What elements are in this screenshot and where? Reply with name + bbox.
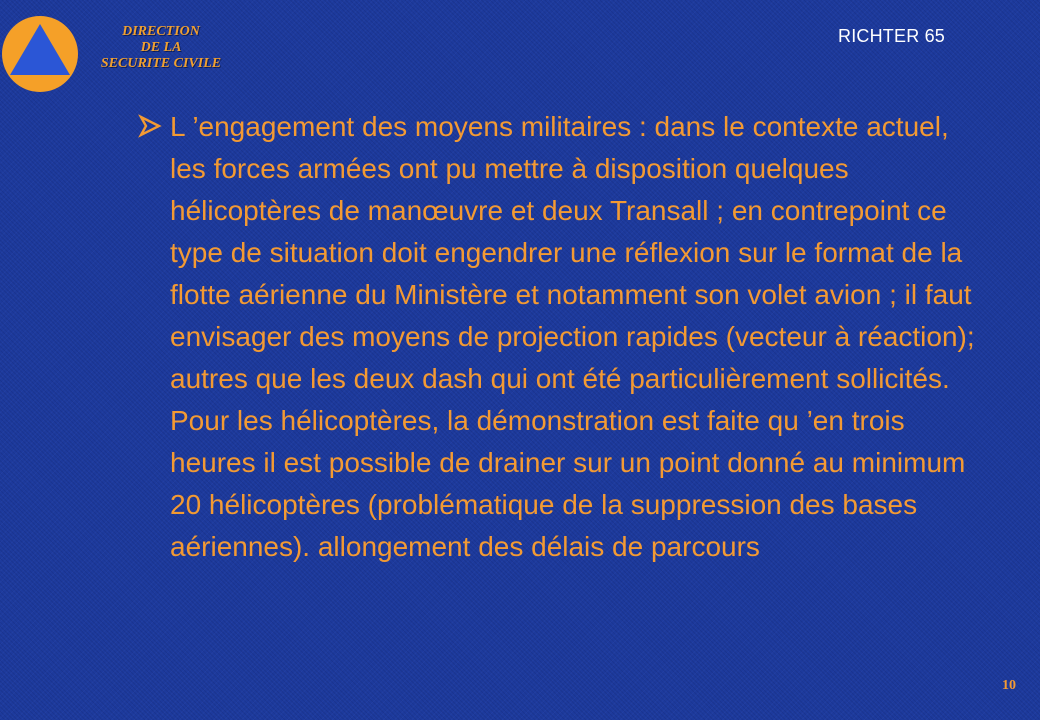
document-reference: RICHTER 65	[838, 26, 946, 46]
organization-line-3: SECURITE CIVILE	[100, 56, 222, 71]
organization-line-1: DIRECTION	[122, 24, 200, 39]
triangle-emblem-icon	[0, 14, 80, 94]
organization-line-2: DE LA	[140, 40, 182, 55]
bullet-text: L ’engagement des moyens militaires : dans le contexte actuel, les forces armées ont pu mettre à disposition quelques hélicoptères de manœuvre et deux Transall ; en contrepoint ce type de situation doit engendrer une réflexion sur le format de la flotte aérienne du Ministère et notamment son volet avion ; il faut envisager des moyens de projection rapides (vecteur à réaction); autres que les deux dash qui ont été particulièrement sollicités. Pour les hélicoptères, la démonstration est faite qu ’en trois heures il est possible de drainer sur un point donné au minimum 20 hélicoptères (problématique de la suppression des bases aériennes). allongement des délais de parcours	[170, 111, 975, 562]
logo	[0, 14, 80, 94]
organization-name	[86, 24, 236, 72]
page-number: 10	[1002, 678, 1016, 693]
arrow-bullet-icon	[138, 114, 162, 138]
slide-content	[138, 106, 978, 568]
